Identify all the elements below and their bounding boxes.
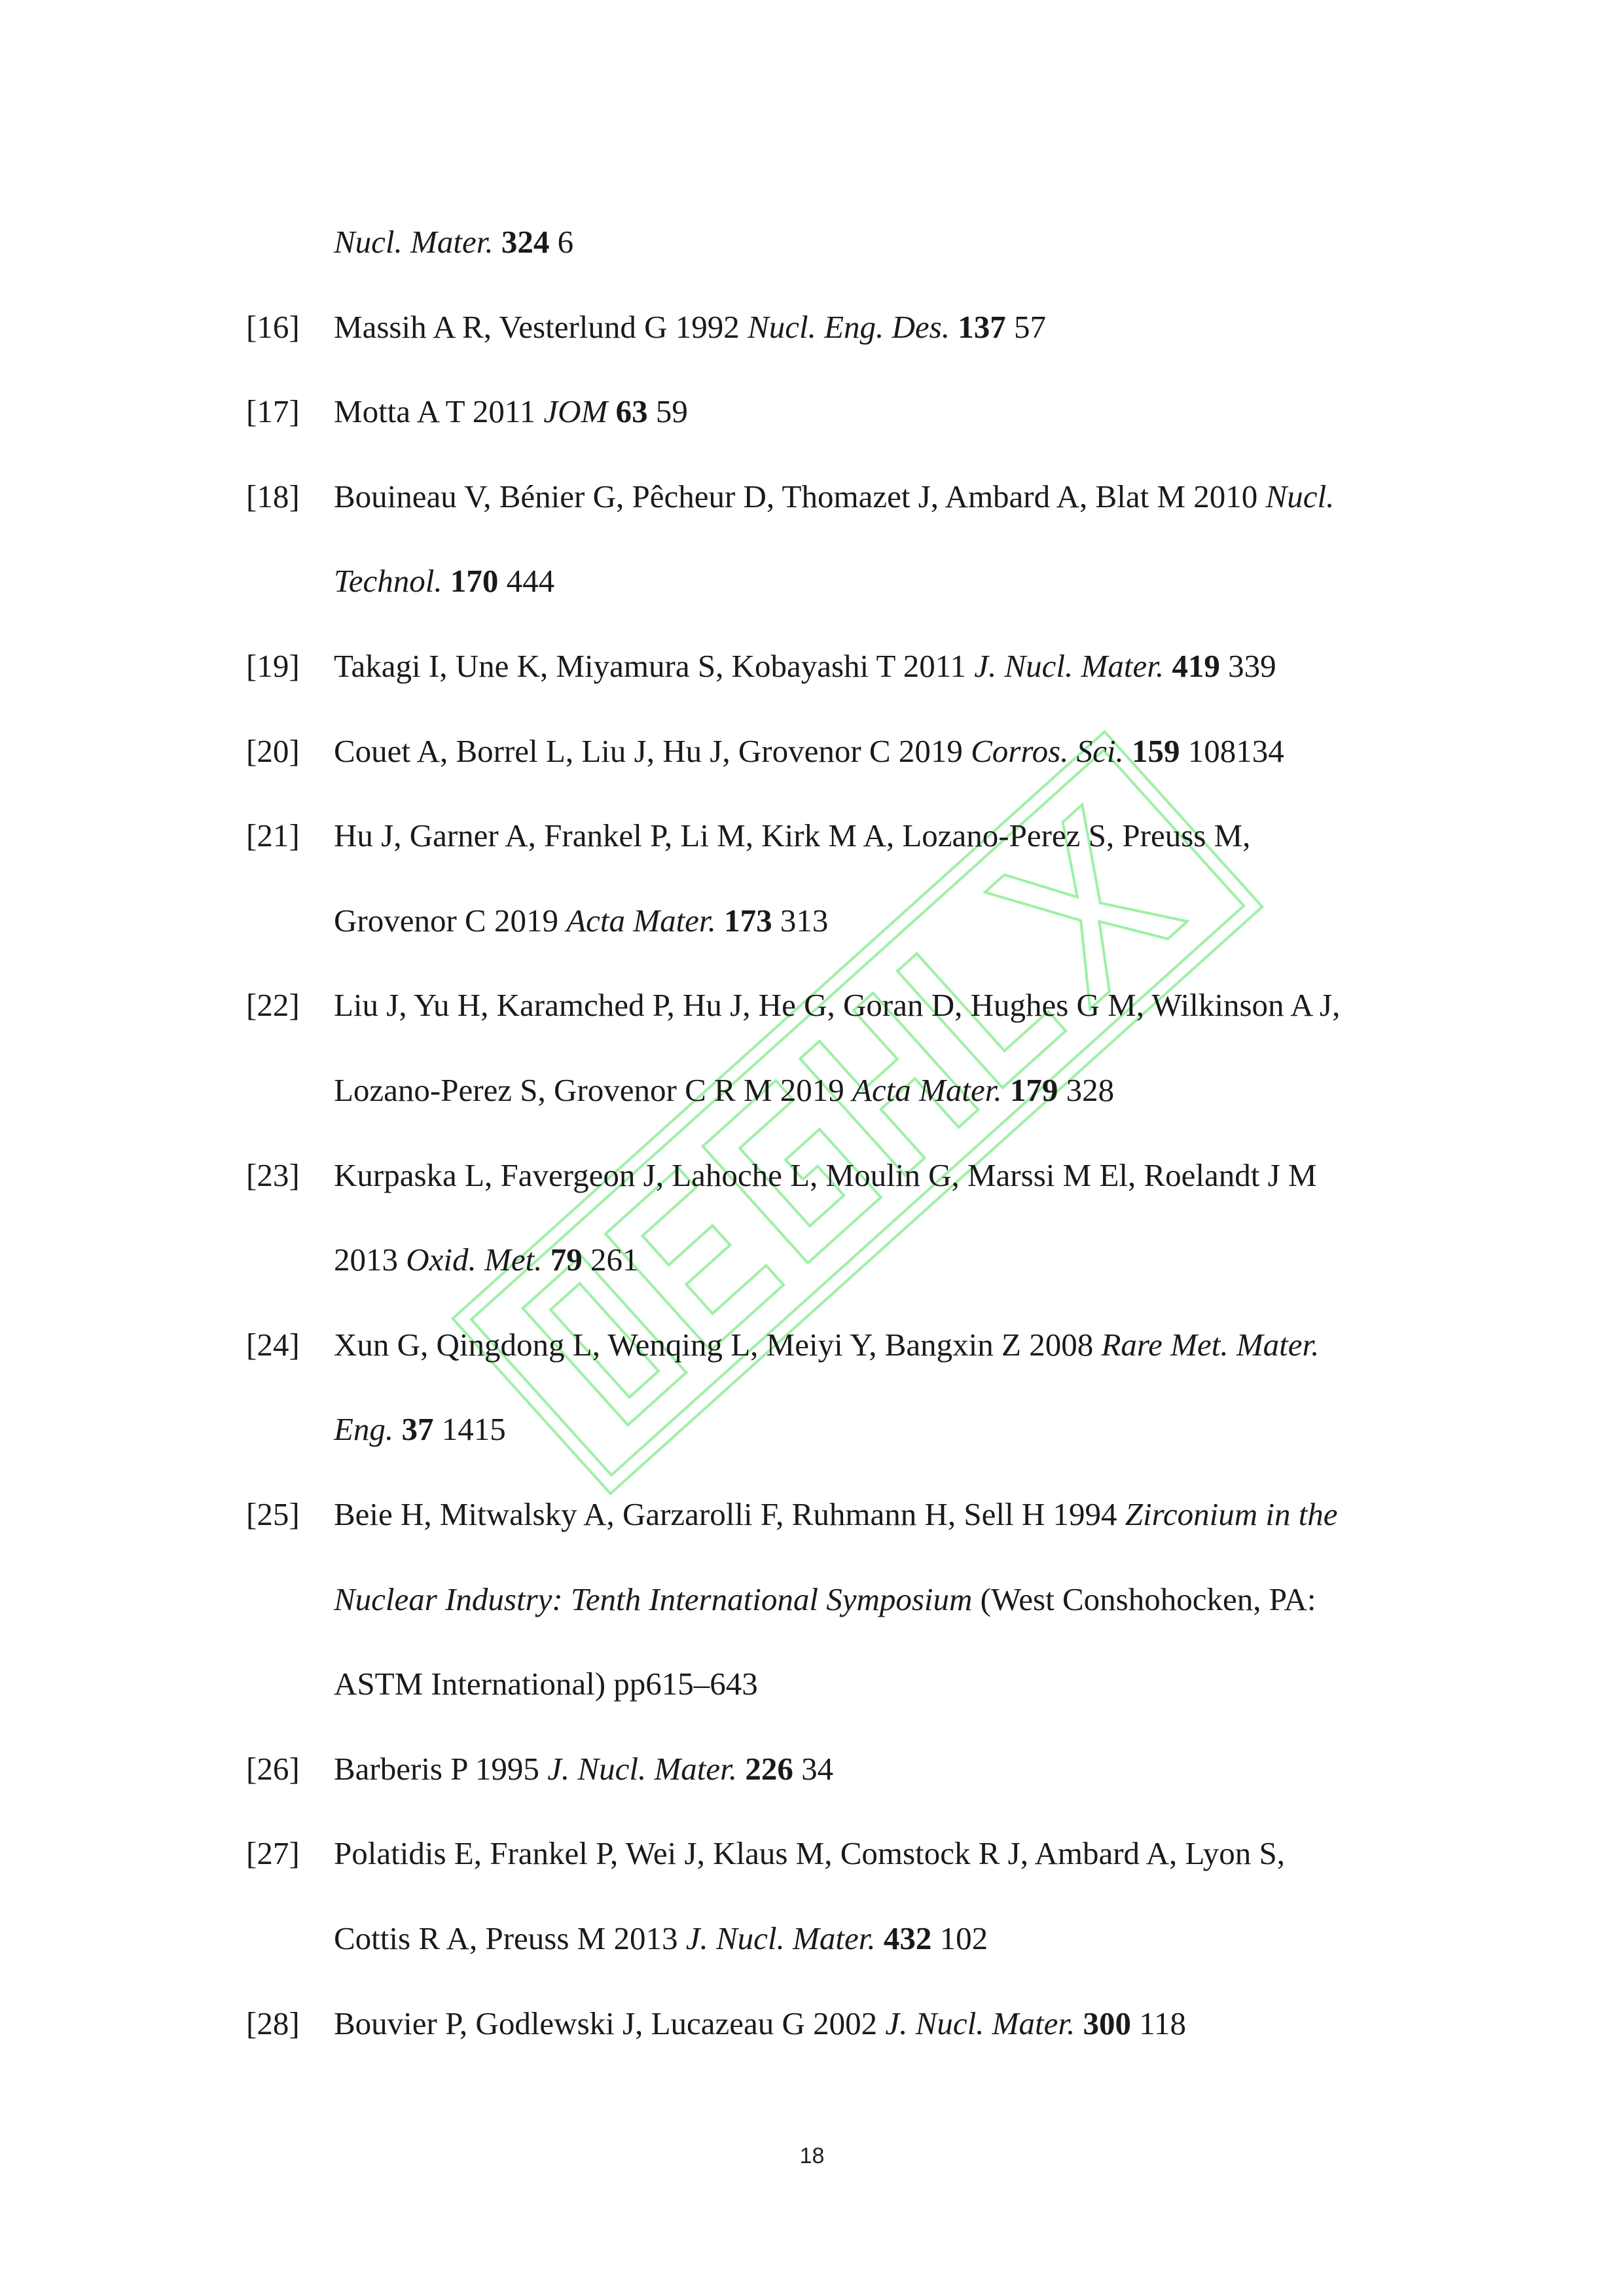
reference-text (334, 1149, 1317, 1202)
reference-text (334, 1234, 638, 1286)
reference-segment (542, 1242, 550, 1278)
reference-segment: 118 (1131, 2005, 1186, 2041)
reference-line (0, 810, 1624, 862)
journal-title: J. Nucl. Mater. (974, 648, 1164, 684)
volume-number: 159 (1132, 732, 1180, 769)
volume-number: 419 (1172, 648, 1220, 684)
reference-number: [28] (246, 2005, 300, 2041)
reference-segment: 6 (549, 224, 574, 260)
reference-line (0, 386, 1624, 438)
reference-line (0, 216, 1624, 268)
reference-line (0, 640, 1624, 692)
reference-segment: Kurpaska L, Favergeon J, Lahoche L, Moulin G, Marssi M El, Roelandt J M (334, 1157, 1317, 1193)
journal-title: Zirconium in the (1125, 1496, 1338, 1532)
reference-text (334, 301, 1046, 353)
reference-line (0, 301, 1624, 353)
volume-number: 170 (450, 563, 499, 600)
reference-text (334, 216, 573, 268)
journal-title: JOM (543, 393, 608, 430)
volume-number: 300 (1083, 2005, 1132, 2041)
reference-line (0, 1743, 1624, 1795)
reference-segment (876, 1920, 884, 1956)
reference-line (0, 1827, 1624, 1880)
reference-text (334, 1827, 1285, 1880)
reference-number: [27] (246, 1835, 300, 1872)
reference-number: [18] (246, 478, 300, 514)
journal-title: J. Nucl. Mater. (885, 2005, 1075, 2041)
journal-title: Nucl. Eng. Des. (748, 308, 950, 345)
volume-number: 173 (724, 902, 772, 939)
reference-text (334, 471, 1334, 523)
reference-segment (1002, 1072, 1010, 1108)
reference-text (334, 1319, 1319, 1371)
reference-line (0, 555, 1624, 607)
reference-segment: 339 (1219, 648, 1276, 684)
reference-text (334, 1403, 506, 1456)
reference-number: [22] (246, 987, 300, 1024)
reference-text (334, 640, 1276, 692)
reference-segment: 108134 (1180, 732, 1284, 769)
reference-text (334, 1998, 1186, 2050)
volume-number: 37 (401, 1411, 434, 1448)
reference-segment: Bouvier P, Godlewski J, Lucazeau G 2002 (334, 2005, 886, 2041)
reference-line (0, 1998, 1624, 2050)
reference-segment: 444 (498, 563, 555, 600)
reference-line (0, 1403, 1624, 1456)
reference-segment (607, 393, 615, 429)
reference-segment (1124, 733, 1132, 769)
reference-text (334, 1064, 1114, 1117)
reference-number: [25] (246, 1496, 300, 1532)
reference-text (334, 1658, 758, 1710)
journal-title: Nuclear Industry: Tenth International Symposium (334, 1581, 973, 1617)
reference-segment: (West Conshohocken, PA: (972, 1581, 1316, 1617)
reference-segment: Bouineau V, Bénier G, Pêcheur D, Thomazet J, Ambard A, Blat M 2010 (334, 478, 1266, 514)
reference-segment: Couet A, Borrel L, Liu J, Hu J, Grovenor C 2019 (334, 732, 971, 769)
journal-title: Corros. Sci. (971, 732, 1124, 769)
reference-line (0, 979, 1624, 1031)
reference-segment (1075, 2005, 1083, 2041)
reference-number: [17] (246, 393, 300, 430)
reference-line (0, 1912, 1624, 1965)
reference-segment (950, 309, 958, 345)
reference-number: [16] (246, 308, 300, 345)
reference-segment: Barberis P 1995 (334, 1750, 548, 1787)
reference-segment (737, 1751, 745, 1787)
reference-segment: Polatidis E, Frankel P, Wei J, Klaus M, Comstock R J, Ambard A, Lyon S, (334, 1835, 1285, 1872)
reference-line (0, 1234, 1624, 1286)
reference-text (334, 1488, 1338, 1541)
reference-line (0, 1319, 1624, 1371)
journal-title: Nucl. (1265, 478, 1335, 514)
reference-segment: 34 (793, 1750, 834, 1787)
volume-number: 432 (883, 1920, 932, 1956)
reference-segment: Cottis R A, Preuss M 2013 (334, 1920, 686, 1956)
reference-number: [23] (246, 1157, 300, 1193)
reference-segment (494, 224, 501, 260)
journal-title: J. Nucl. Mater. (547, 1750, 738, 1787)
volume-number: 137 (958, 308, 1006, 345)
journal-title: Eng. (334, 1411, 394, 1448)
reference-segment: 261 (582, 1242, 639, 1278)
journal-title: Oxid. Met. (406, 1242, 543, 1278)
reference-line (0, 471, 1624, 523)
reference-line (0, 1573, 1624, 1626)
reference-text (334, 979, 1340, 1031)
reference-segment (393, 1411, 401, 1447)
reference-text (334, 386, 688, 438)
reference-segment: Motta A T 2011 (334, 393, 544, 430)
page-number: 18 (799, 2144, 825, 2168)
journal-title: Acta Mater. (852, 1072, 1002, 1108)
reference-segment: 313 (772, 902, 829, 939)
reference-number: [21] (246, 817, 300, 854)
reference-segment: 57 (1005, 308, 1046, 345)
journal-title: Rare Met. Mater. (1101, 1326, 1320, 1363)
journal-title: Technol. (334, 563, 442, 600)
reference-segment: Hu J, Garner A, Frankel P, Li M, Kirk M A, Lozano-Perez S, Preuss M, (334, 817, 1251, 854)
reference-segment: Takagi I, Une K, Miyamura S, Kobayashi T 2011 (334, 648, 975, 684)
reference-segment: 102 (931, 1920, 988, 1956)
reference-segment (442, 563, 450, 599)
reference-text (334, 1743, 833, 1795)
reference-segment: 1415 (433, 1411, 506, 1448)
volume-number: 63 (615, 393, 648, 430)
reference-segment: Grovenor C 2019 (334, 902, 567, 939)
volume-number: 226 (745, 1750, 793, 1787)
volume-number: 79 (550, 1242, 583, 1278)
reference-number: [26] (246, 1750, 300, 1787)
reference-segment (1164, 648, 1172, 684)
journal-title: J. Nucl. Mater. (685, 1920, 876, 1956)
reference-segment: 2013 (334, 1242, 406, 1278)
reference-segment: Beie H, Mitwalsky A, Garzarolli F, Ruhmann H, Sell H 1994 (334, 1496, 1125, 1532)
reference-text (334, 1912, 988, 1965)
reference-segment: Massih A R, Vesterlund G 1992 (334, 308, 748, 345)
reference-text (334, 1573, 1316, 1626)
reference-line (0, 1064, 1624, 1117)
reference-number: [24] (246, 1326, 300, 1363)
journal-title: Nucl. Mater. (334, 224, 494, 260)
reference-segment (716, 903, 724, 939)
volume-number: 324 (501, 224, 550, 260)
reference-segment: ASTM International) pp615–643 (334, 1666, 758, 1702)
reference-line (0, 1658, 1624, 1710)
reference-segment: 328 (1058, 1072, 1115, 1108)
reference-segment: 59 (647, 393, 688, 430)
reference-number: [19] (246, 648, 300, 684)
reference-text (334, 555, 554, 607)
volume-number: 179 (1009, 1072, 1058, 1108)
journal-title: Acta Mater. (566, 902, 716, 939)
reference-segment: Liu J, Yu H, Karamched P, Hu J, He G, Goran D, Hughes G M, Wilkinson A J, (334, 987, 1341, 1024)
reference-text (334, 725, 1284, 778)
reference-segment: Lozano-Perez S, Grovenor C R M 2019 (334, 1072, 853, 1108)
reference-text (334, 810, 1250, 862)
reference-line (0, 725, 1624, 778)
reference-segment: Xun G, Qingdong L, Wenqing L, Meiyi Y, Bangxin Z 2008 (334, 1326, 1102, 1363)
reference-text (334, 895, 828, 947)
reference-number: [20] (246, 732, 300, 769)
reference-line (0, 895, 1624, 947)
reference-line (0, 1488, 1624, 1541)
reference-line (0, 1149, 1624, 1202)
